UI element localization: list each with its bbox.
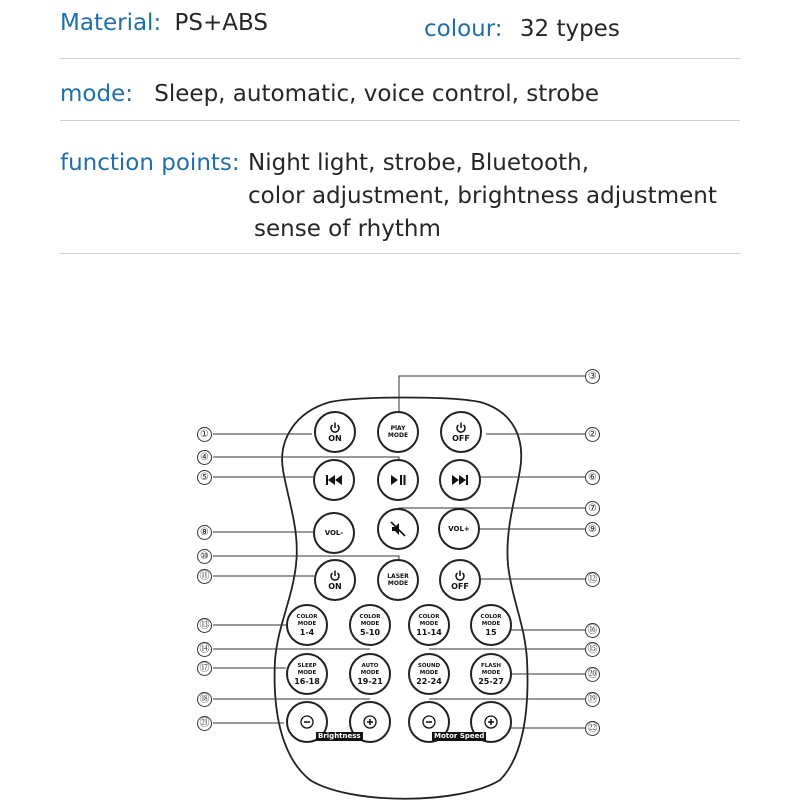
laser-mode-line1: LASER [387,573,409,580]
mode-label: mode: [60,81,133,107]
mode-number: 5-10 [359,627,381,637]
callout-5: ⑤ [197,470,212,485]
mode-label-line2: MODE [419,669,439,676]
mode-number: 19-21 [357,676,383,686]
callout-9: ⑨ [585,522,600,537]
sleep-mode-button[interactable] [286,653,328,695]
brightness-label: Brightness [318,732,361,740]
callout-3: ③ [585,369,600,384]
color-mode-5-10-button[interactable] [349,604,391,646]
previous-track-button[interactable] [313,459,355,501]
mode-label-line2: MODE [297,669,317,676]
on-label: ON [328,433,342,443]
on-button-laser[interactable] [314,559,356,601]
function-points-line-2: color adjustment, brightness adjustment [248,183,717,209]
callout-21: ㉑ [197,716,212,731]
off-button-laser[interactable] [439,559,481,601]
material-value: PS+ABS [174,10,268,36]
mode-label-line2: MODE [297,620,317,627]
callout-18: ⑱ [197,692,212,707]
next-track-button[interactable] [439,459,481,501]
mode-number: 15 [485,627,497,637]
mode-label-line2: MODE [419,620,439,627]
callout-8: ⑧ [197,525,212,540]
flash-mode-button[interactable] [470,653,512,695]
function-points-row [60,147,240,180]
power-icon [454,570,466,582]
mode-row [60,78,599,111]
callout-1: ① [197,427,212,442]
divider-1 [60,58,740,59]
off-label: OFF [452,433,470,443]
function-points-line-1: Night light, strobe, Bluetooth, [248,150,590,176]
mode-label-line1: SOUND [417,662,441,669]
play-pause-button[interactable] [377,459,419,501]
mode-value: Sleep, automatic, voice control, strobe [154,81,600,107]
vol-plus-label: VOL+ [448,525,470,533]
laser-mode-button[interactable] [377,559,419,601]
volume-down-button[interactable] [313,512,355,554]
remote-diagram [0,360,800,800]
callout-12: ⑫ [585,572,600,587]
callout-19: ⑲ [585,692,600,707]
mode-label-line2: MODE [360,669,380,676]
power-icon [455,422,467,434]
on-button-top[interactable] [314,411,356,453]
material-label: Material: [60,10,162,36]
minus-circle-icon [300,715,314,729]
mode-number: 1-4 [299,627,315,637]
mode-number: 25-27 [478,676,504,686]
motor-speed-label: Motor Speed [434,732,485,740]
on-label-2: ON [328,581,342,591]
laser-mode-line2: MODE [387,580,409,587]
leader-4 [213,457,399,460]
callout-7: ⑦ [585,501,600,516]
leader-10 [213,556,399,565]
auto-mode-button[interactable] [349,653,391,695]
power-icon [329,570,341,582]
next-track-icon [451,474,469,486]
mode-label-line1: COLOR [480,613,502,620]
mode-label-line1: SLEEP [297,662,317,669]
off-label-2: OFF [451,581,469,591]
mode-label-line2: MODE [360,620,380,627]
mode-number: 11-14 [416,627,442,637]
mode-label-line1: COLOR [296,613,318,620]
color-mode-1-4-button[interactable] [286,604,328,646]
colour-label: colour: [424,16,503,42]
vol-minus-label: VOL- [324,529,344,537]
leader-7 [399,508,585,515]
sound-mode-button[interactable] [408,653,450,695]
color-mode-11-14-button[interactable] [408,604,450,646]
function-points-label: function points: [60,150,240,176]
mode-label-line2: MODE [481,669,501,676]
previous-track-icon [325,474,343,486]
mute-icon [390,521,406,537]
callout-10: ⑩ [197,549,212,564]
mode-label-line1: COLOR [359,613,381,620]
colour-row [424,13,620,46]
callout-15: ⑮ [585,642,600,657]
minus-circle-icon [422,715,436,729]
callout-11: ⑪ [197,569,212,584]
callout-20: ⑳ [585,667,600,682]
mode-number: 22-24 [416,676,442,686]
mode-label-line2: MODE [481,620,501,627]
off-button-top[interactable] [440,411,482,453]
mode-number: 16-18 [294,676,320,686]
mode-label-line1: AUTO [361,662,379,669]
callout-4: ④ [197,450,212,465]
callout-22: ㉒ [585,721,600,736]
mode-label-line1: FLASH [480,662,502,669]
material-row [60,7,268,40]
function-points-line-3: sense of rhythm [254,216,441,242]
play-mode-button[interactable] [377,411,419,453]
callout-17: ⑰ [197,661,212,676]
callout-14: ⑭ [197,642,212,657]
power-icon [329,422,341,434]
play-mode-line1: PlAY [390,425,406,432]
callout-2: ② [585,427,600,442]
play-pause-icon [390,474,406,486]
volume-up-button[interactable] [438,508,480,550]
colour-value: 32 types [519,16,620,42]
divider-3 [60,253,740,254]
divider-2 [60,120,740,121]
mute-button[interactable] [377,508,419,550]
plus-circle-icon [363,715,377,729]
plus-circle-icon [484,715,498,729]
mode-label-line1: COLOR [418,613,440,620]
callout-13: ⑬ [197,618,212,633]
callout-6: ⑥ [585,470,600,485]
play-mode-line2: MODE [387,432,409,439]
callout-16: ⑯ [585,623,600,638]
color-mode-15-button[interactable] [470,604,512,646]
